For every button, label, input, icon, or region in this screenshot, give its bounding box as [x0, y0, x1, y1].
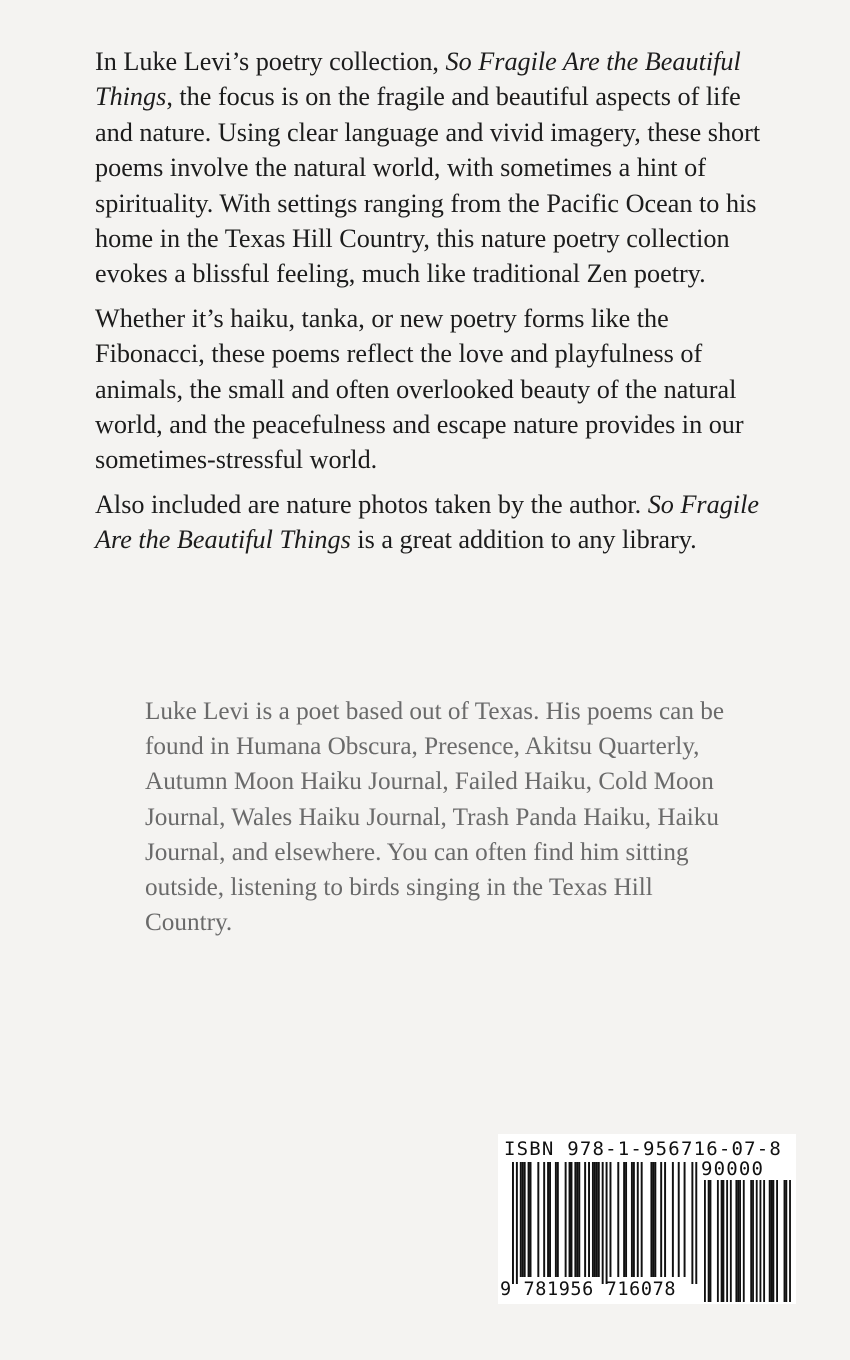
addon-bar [708, 1180, 710, 1302]
barcode-bar [631, 1162, 633, 1277]
addon-bar [750, 1180, 752, 1302]
addon-bar [737, 1180, 739, 1302]
barcode-bar [543, 1162, 545, 1277]
barcode-bar [650, 1162, 652, 1277]
barcode-bar [520, 1162, 522, 1277]
ean13-bars [512, 1162, 697, 1284]
barcode-bar [678, 1162, 680, 1277]
barcode-bar [623, 1162, 625, 1277]
barcode-bar [672, 1162, 674, 1277]
text-run: is a great addition to any library. [350, 525, 697, 555]
barcode-bar [652, 1162, 654, 1277]
author-bio [145, 694, 725, 940]
barcode-bar [691, 1162, 693, 1284]
addon-bar [760, 1180, 762, 1302]
barcode-bar [565, 1162, 567, 1277]
barcode-bar [594, 1162, 596, 1277]
addon-bar [723, 1180, 725, 1302]
addon-bar [789, 1180, 791, 1302]
barcode-bar [596, 1162, 598, 1277]
barcode-bar [664, 1162, 666, 1277]
barcode-bar [660, 1162, 662, 1277]
barcode-bar [555, 1162, 557, 1277]
book-title-italic: So Fragile Are the Beautiful Things [95, 489, 759, 555]
addon-bar [785, 1180, 787, 1302]
barcode-bar [625, 1162, 627, 1277]
barcode-bar [576, 1162, 578, 1277]
text-run: In Luke Levi’s poetry collection, [95, 47, 446, 76]
barcode-bar [557, 1162, 559, 1277]
barcode-bar [549, 1162, 551, 1277]
barcode-bar [588, 1162, 590, 1277]
addon-bar [726, 1180, 728, 1302]
addon-bar [735, 1180, 737, 1302]
description-paragraph-1 [95, 44, 775, 292]
description-paragraph-2: Whether it’s haiku, tanka, or new poetry forms like the Fibonacci, these poems reflect the love and playfulness of animals, the small and often overlooked beauty of the natural world, and the peacefulness and escape nature provides in our sometimes-stressful world. [95, 303, 744, 475]
addon-bar [772, 1180, 774, 1302]
addon-bar [756, 1180, 758, 1302]
barcode-bar [528, 1162, 530, 1277]
barcode-bar [598, 1162, 600, 1277]
barcode-bar [695, 1162, 697, 1284]
barcode-bar [537, 1162, 539, 1277]
addon-bar [784, 1180, 786, 1302]
addon-bar [710, 1180, 712, 1302]
barcode-bar [606, 1162, 608, 1284]
barcode-bar [637, 1162, 639, 1277]
barcode-bar [610, 1162, 612, 1277]
book-description [95, 44, 775, 567]
book-title-italic: So Fragile Are the Beautiful Things [95, 47, 741, 112]
addon-bar [739, 1180, 741, 1302]
barcode-bar [547, 1162, 549, 1277]
barcode-bar [641, 1162, 643, 1277]
addon-bar [730, 1180, 732, 1302]
barcode-bar [654, 1162, 656, 1277]
addon-bar [771, 1180, 773, 1302]
author-bio-text: Luke Levi is a poet based out of Texas. His poems can be found in Humana Obscura, Presence, Akitsu Quarterly, Autumn Moon Haiku Journal, Failed Haiku, Cold Moon Journal, Wales Haiku Journal, Trash Panda Haiku, Haiku Journal, and elsewhere. You can often find him sitting outside, listening to birds singing in the Texas Hill Country. [145, 698, 725, 937]
isbn-label: ISBN 978-1-956716-07-8 [504, 1138, 783, 1160]
barcode-bar [522, 1162, 524, 1277]
text-run: Also included are nature photos taken by the author. [95, 489, 648, 519]
addon-bar [752, 1180, 754, 1302]
barcode-bar [584, 1162, 586, 1277]
addon-bar [743, 1180, 745, 1302]
price-code: 90000 [701, 1158, 765, 1180]
barcode-bar [578, 1162, 580, 1277]
barcode-bar [516, 1162, 518, 1284]
addon-bar [721, 1180, 723, 1302]
addon-bar [704, 1180, 706, 1302]
barcode-bar [633, 1162, 635, 1277]
barcode-bar [530, 1162, 532, 1277]
barcode-bar [574, 1162, 576, 1277]
barcode-bar [569, 1162, 571, 1277]
barcode-bar [684, 1162, 686, 1277]
addon-bar [769, 1180, 771, 1302]
barcode-bar [524, 1162, 526, 1277]
barcode-bar [571, 1162, 573, 1277]
barcode-bar [512, 1162, 514, 1284]
ean-digits: 9 781956 716078 [500, 1279, 677, 1300]
addon-bars [704, 1180, 791, 1302]
text-run: , the focus is on the fragile and beautiful aspects of life and nature. Using clear language and vivid imagery, these short poems involve the natural world, with sometimes a hint of spirituality. With settings ranging from the Pacific Ocean to his home in the Texas Hill Country, this nature poetry collection evokes a blissful feeling, much like traditional Zen poetry. [95, 82, 761, 289]
barcode-bar [617, 1162, 619, 1277]
addon-bar [776, 1180, 778, 1302]
isbn-barcode [498, 1134, 796, 1304]
barcode-bar [592, 1162, 594, 1277]
addon-bar [717, 1180, 719, 1302]
description-paragraph-3 [95, 487, 775, 558]
barcode-bar [602, 1162, 604, 1284]
addon-bar [763, 1180, 765, 1302]
